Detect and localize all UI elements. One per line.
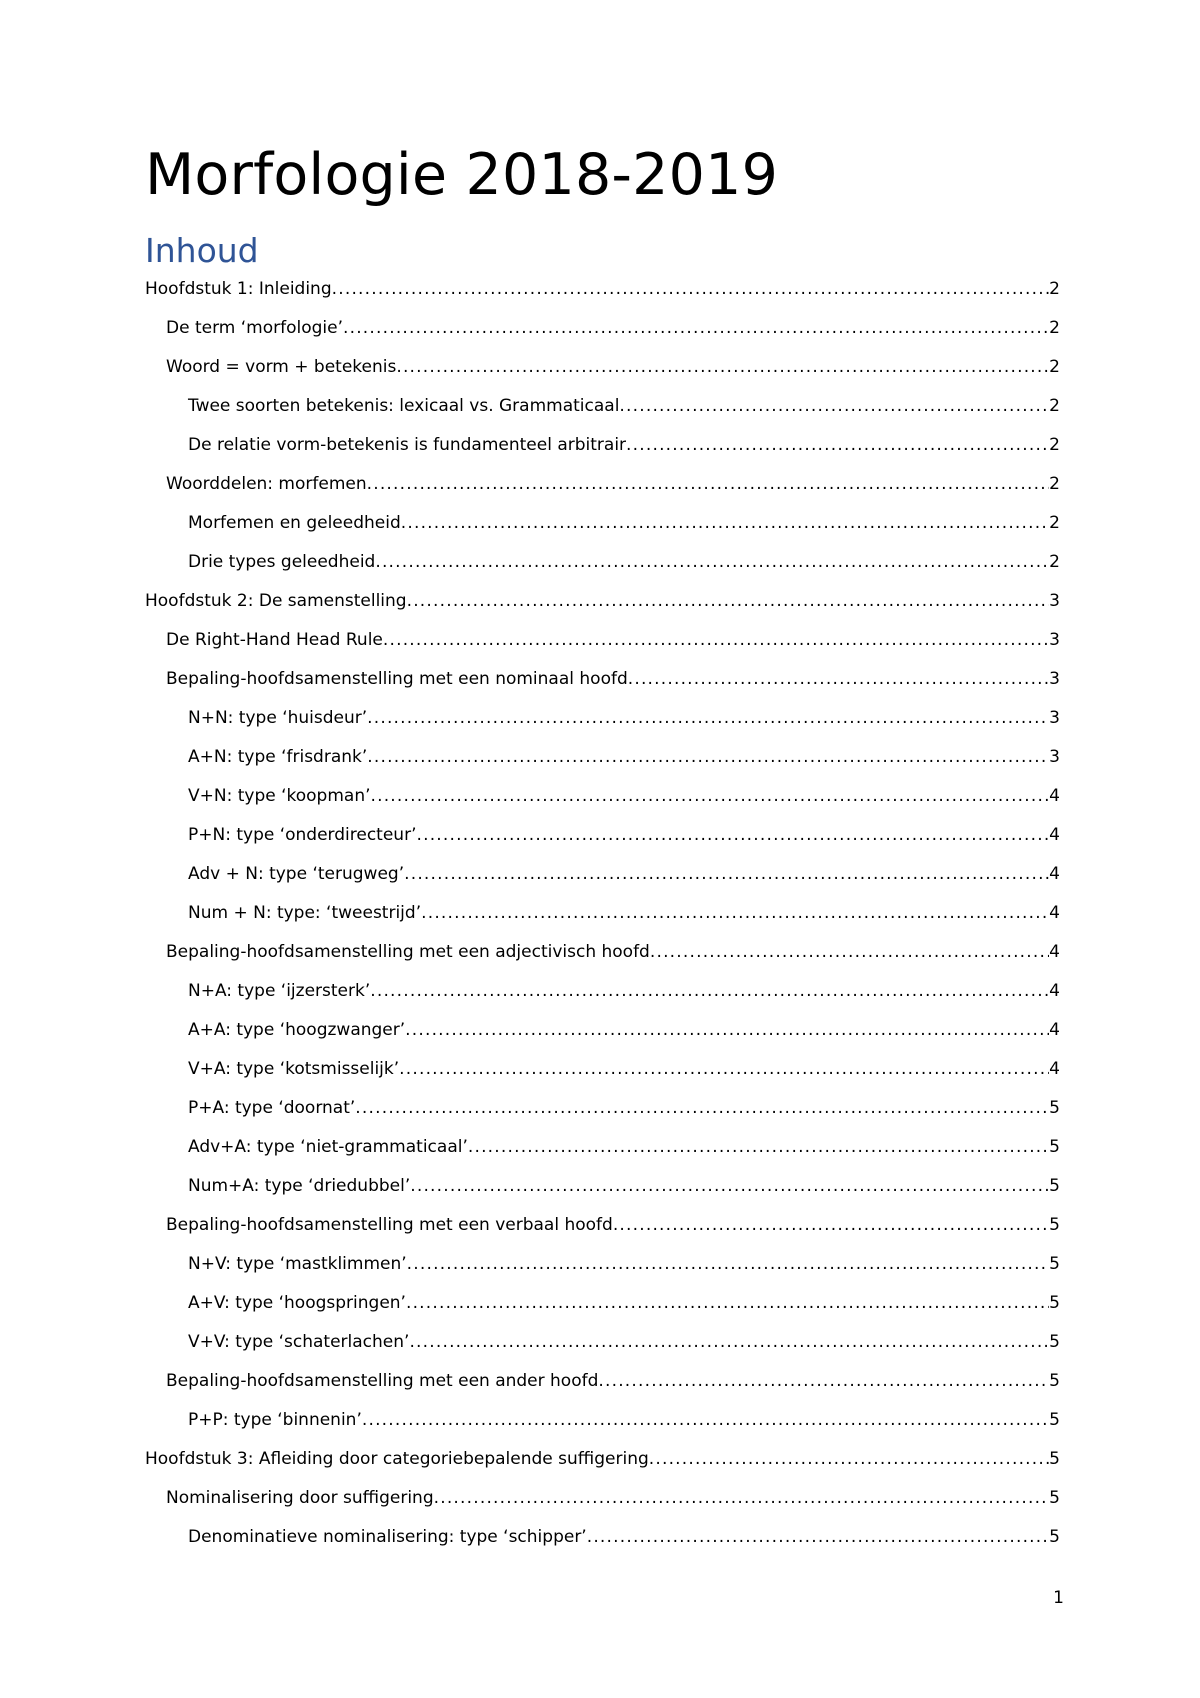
toc-entry[interactable] bbox=[145, 742, 1060, 781]
toc-entry-page-number: 2 bbox=[1049, 279, 1060, 299]
toc-entry[interactable] bbox=[145, 781, 1060, 820]
toc-entry-page-number: 2 bbox=[1049, 474, 1060, 494]
toc-entry[interactable] bbox=[145, 1093, 1060, 1132]
toc-leader-dots bbox=[613, 1210, 1049, 1240]
page-number: 1 bbox=[1053, 1588, 1064, 1608]
toc-entry-page-number: 4 bbox=[1049, 942, 1060, 962]
toc-leader-dots bbox=[628, 664, 1049, 694]
toc-entry-page-number: 5 bbox=[1049, 1176, 1060, 1196]
toc-entry-page-number: 3 bbox=[1049, 630, 1060, 650]
toc-entry-text: Bepaling-hoofdsamenstelling met een verbaal hoofd bbox=[166, 1215, 613, 1235]
toc-leader-dots bbox=[343, 313, 1049, 343]
toc-leader-dots bbox=[367, 469, 1050, 499]
toc-entry-page-number: 3 bbox=[1049, 708, 1060, 728]
toc-entry-text: De Right-Hand Head Rule bbox=[166, 630, 383, 650]
toc-entry-page-number: 4 bbox=[1049, 786, 1060, 806]
toc-entry-text: A+N: type ‘frisdrank’ bbox=[188, 747, 368, 767]
toc-entry-page-number: 3 bbox=[1049, 747, 1060, 767]
toc-entry-text: Adv+A: type ‘niet-grammaticaal’ bbox=[188, 1137, 468, 1157]
table-of-contents bbox=[145, 274, 1060, 1561]
toc-entry-page-number: 4 bbox=[1049, 825, 1060, 845]
toc-entry-text: A+A: type ‘hoogzwanger’ bbox=[188, 1020, 406, 1040]
toc-leader-dots bbox=[421, 898, 1049, 928]
toc-entry-text: N+N: type ‘huisdeur’ bbox=[188, 708, 368, 728]
toc-leader-dots bbox=[598, 1366, 1049, 1396]
toc-entry[interactable] bbox=[145, 1288, 1060, 1327]
toc-entry[interactable] bbox=[145, 1171, 1060, 1210]
toc-entry-page-number: 3 bbox=[1049, 669, 1060, 689]
toc-entry[interactable] bbox=[145, 703, 1060, 742]
toc-leader-dots bbox=[396, 352, 1049, 382]
toc-entry-text: Twee soorten betekenis: lexicaal vs. Grammaticaal bbox=[188, 396, 620, 416]
toc-entry[interactable] bbox=[145, 1327, 1060, 1366]
toc-leader-dots bbox=[409, 1327, 1049, 1357]
toc-entry-text: Hoofdstuk 1: Inleiding bbox=[145, 279, 332, 299]
toc-entry[interactable] bbox=[145, 469, 1060, 508]
toc-leader-dots bbox=[383, 625, 1049, 655]
toc-entry[interactable] bbox=[145, 625, 1060, 664]
toc-leader-dots bbox=[650, 937, 1049, 967]
toc-entry[interactable] bbox=[145, 430, 1060, 469]
toc-leader-dots bbox=[626, 430, 1049, 460]
toc-leader-dots bbox=[416, 820, 1049, 850]
toc-entry-page-number: 2 bbox=[1049, 552, 1060, 572]
toc-leader-dots bbox=[375, 547, 1049, 577]
toc-heading: Inhoud bbox=[145, 231, 259, 270]
toc-entry-page-number: 5 bbox=[1049, 1215, 1060, 1235]
toc-entry-text: De term ‘morfologie’ bbox=[166, 318, 343, 338]
toc-entry-text: Bepaling-hoofdsamenstelling met een nominaal hoofd bbox=[166, 669, 628, 689]
toc-entry[interactable] bbox=[145, 547, 1060, 586]
toc-leader-dots bbox=[355, 1093, 1049, 1123]
toc-leader-dots bbox=[619, 391, 1049, 421]
toc-entry-text: Num+A: type ‘driedubbel’ bbox=[188, 1176, 411, 1196]
toc-entry[interactable] bbox=[145, 1210, 1060, 1249]
toc-entry-text: Bepaling-hoofdsamenstelling met een ander hoofd bbox=[166, 1371, 599, 1391]
toc-leader-dots bbox=[407, 1249, 1050, 1279]
toc-entry[interactable] bbox=[145, 391, 1060, 430]
toc-entry[interactable] bbox=[145, 1132, 1060, 1171]
toc-entry-page-number: 2 bbox=[1049, 318, 1060, 338]
document-title: Morfologie 2018-2019 bbox=[145, 142, 779, 208]
toc-entry[interactable] bbox=[145, 1522, 1060, 1561]
toc-leader-dots bbox=[401, 508, 1049, 538]
toc-leader-dots bbox=[399, 1054, 1049, 1084]
toc-entry-text: De relatie vorm-betekenis is fundamenteel arbitrair bbox=[188, 435, 627, 455]
toc-entry-text: Morfemen en geleedheid bbox=[188, 513, 401, 533]
toc-entry-page-number: 4 bbox=[1049, 1020, 1060, 1040]
toc-entry-page-number: 5 bbox=[1049, 1449, 1060, 1469]
toc-entry-text: Woorddelen: morfemen bbox=[166, 474, 367, 494]
toc-entry[interactable] bbox=[145, 820, 1060, 859]
toc-entry[interactable] bbox=[145, 352, 1060, 391]
toc-entry-page-number: 5 bbox=[1049, 1410, 1060, 1430]
toc-entry-page-number: 2 bbox=[1049, 357, 1060, 377]
toc-entry-page-number: 4 bbox=[1049, 1059, 1060, 1079]
toc-entry[interactable] bbox=[145, 1054, 1060, 1093]
toc-entry-text: P+N: type ‘onderdirecteur’ bbox=[188, 825, 417, 845]
toc-leader-dots bbox=[407, 586, 1050, 616]
toc-leader-dots bbox=[434, 1483, 1050, 1513]
toc-leader-dots bbox=[362, 1405, 1049, 1435]
toc-leader-dots bbox=[371, 781, 1050, 811]
toc-leader-dots bbox=[406, 1288, 1049, 1318]
toc-entry[interactable] bbox=[145, 1249, 1060, 1288]
toc-entry[interactable] bbox=[145, 508, 1060, 547]
toc-entry-text: V+V: type ‘schaterlachen’ bbox=[188, 1332, 410, 1352]
toc-entry[interactable] bbox=[145, 274, 1060, 313]
toc-entry-text: Drie types geleedheid bbox=[188, 552, 376, 572]
toc-leader-dots bbox=[405, 1015, 1049, 1045]
toc-entry-text: N+A: type ‘ijzersterk’ bbox=[188, 981, 371, 1001]
toc-entry-page-number: 5 bbox=[1049, 1488, 1060, 1508]
toc-leader-dots bbox=[468, 1132, 1049, 1162]
toc-entry-page-number: 2 bbox=[1049, 435, 1060, 455]
toc-entry[interactable] bbox=[145, 1366, 1060, 1405]
toc-leader-dots bbox=[587, 1522, 1049, 1552]
toc-entry-text: A+V: type ‘hoogspringen’ bbox=[188, 1293, 406, 1313]
toc-leader-dots bbox=[649, 1444, 1049, 1474]
toc-entry-text: Denominatieve nominalisering: type ‘schipper’ bbox=[188, 1527, 587, 1547]
toc-leader-dots bbox=[410, 1171, 1049, 1201]
toc-entry[interactable] bbox=[145, 859, 1060, 898]
toc-entry[interactable] bbox=[145, 1405, 1060, 1444]
toc-entry-page-number: 2 bbox=[1049, 396, 1060, 416]
toc-entry-text: P+P: type ‘binnenin’ bbox=[188, 1410, 362, 1430]
toc-entry-text: P+A: type ‘doornat’ bbox=[188, 1098, 356, 1118]
toc-entry-page-number: 2 bbox=[1049, 513, 1060, 533]
toc-leader-dots bbox=[404, 859, 1049, 889]
toc-entry[interactable] bbox=[145, 976, 1060, 1015]
toc-entry-text: N+V: type ‘mastklimmen’ bbox=[188, 1254, 407, 1274]
toc-leader-dots bbox=[367, 742, 1049, 772]
toc-entry[interactable] bbox=[145, 937, 1060, 976]
toc-entry-page-number: 5 bbox=[1049, 1371, 1060, 1391]
toc-entry-text: Hoofdstuk 3: Afleiding door categoriebepalende suffigering bbox=[145, 1449, 649, 1469]
toc-entry[interactable] bbox=[145, 664, 1060, 703]
toc-entry[interactable] bbox=[145, 313, 1060, 352]
toc-entry[interactable] bbox=[145, 1483, 1060, 1522]
toc-leader-dots bbox=[370, 976, 1049, 1006]
toc-entry[interactable] bbox=[145, 1015, 1060, 1054]
toc-entry-text: Hoofdstuk 2: De samenstelling bbox=[145, 591, 407, 611]
toc-entry-page-number: 4 bbox=[1049, 864, 1060, 884]
toc-entry-page-number: 5 bbox=[1049, 1137, 1060, 1157]
toc-entry-page-number: 4 bbox=[1049, 981, 1060, 1001]
toc-entry-page-number: 5 bbox=[1049, 1293, 1060, 1313]
toc-entry-text: Adv + N: type ‘terugweg’ bbox=[188, 864, 405, 884]
toc-entry[interactable] bbox=[145, 586, 1060, 625]
toc-entry-text: Num + N: type: ‘tweestrijd’ bbox=[188, 903, 422, 923]
toc-entry-page-number: 5 bbox=[1049, 1098, 1060, 1118]
toc-entry-text: Nominalisering door suffigering bbox=[166, 1488, 434, 1508]
toc-entry-text: Woord = vorm + betekenis bbox=[166, 357, 397, 377]
toc-leader-dots bbox=[332, 274, 1050, 304]
toc-entry-text: Bepaling-hoofdsamenstelling met een adjectivisch hoofd bbox=[166, 942, 650, 962]
toc-entry[interactable] bbox=[145, 1444, 1060, 1483]
toc-entry-page-number: 5 bbox=[1049, 1527, 1060, 1547]
toc-entry-text: V+N: type ‘koopman’ bbox=[188, 786, 371, 806]
toc-entry-page-number: 4 bbox=[1049, 903, 1060, 923]
toc-entry-page-number: 5 bbox=[1049, 1332, 1060, 1352]
toc-leader-dots bbox=[367, 703, 1049, 733]
toc-entry[interactable] bbox=[145, 898, 1060, 937]
toc-entry-text: V+A: type ‘kotsmisselijk’ bbox=[188, 1059, 400, 1079]
toc-entry-page-number: 3 bbox=[1049, 591, 1060, 611]
toc-entry-page-number: 5 bbox=[1049, 1254, 1060, 1274]
